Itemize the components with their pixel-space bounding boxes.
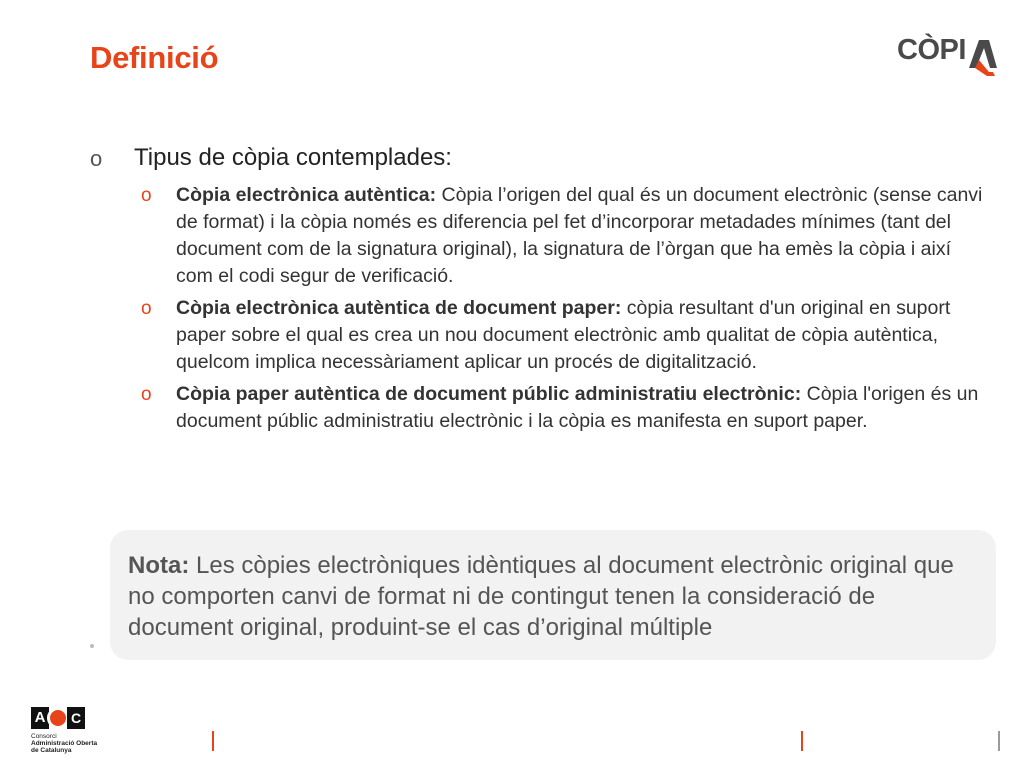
aoc-logo	[31, 707, 97, 754]
copy-types-list	[90, 182, 990, 435]
heading-text: Tipus de còpia contemplades:	[134, 144, 452, 171]
note-label: Nota:	[128, 552, 190, 579]
footer-tick-middle	[801, 731, 803, 751]
bullet: o	[90, 146, 103, 171]
item-text: Còpia l'origen és un document públic administratiu electrònic i la còpia es manifesta en suport paper.	[176, 383, 979, 432]
aoc-letter-c: C	[67, 707, 85, 729]
aoc-letter-a: A	[31, 707, 49, 729]
footer-tick-right	[998, 731, 1000, 751]
aoc-line-2: Administració Oberta	[31, 740, 98, 747]
list-item	[90, 182, 990, 290]
bullet: o	[141, 185, 152, 206]
slide-content	[90, 142, 990, 440]
aoc-logo-mark-icon	[31, 707, 83, 729]
item-term: Còpia electrònica autèntica:	[176, 184, 437, 206]
note-paragraph	[128, 550, 978, 643]
decorative-dot	[90, 644, 94, 648]
note-text: Les còpies electròniques idèntiques al document electrònic original que no comporten canvi de format ni de contingut tenen la consideració de document original, produint-se el cas d’original múltiple	[128, 552, 954, 641]
list-item	[90, 381, 990, 435]
aoc-line-1: Consorci	[31, 733, 57, 740]
aoc-circle-icon	[47, 707, 69, 729]
item-text: Còpia l’origen del qual és un document electrònic (sense canvi de format) i la còpia només es diferencia pel fet d’incorporar metadades mínimes (tant del document com de la signatura original), la signatura de l’òrgan que ha emès la còpia i així com el codi segur de verificació.	[176, 184, 983, 287]
logo-text: CÒPI	[897, 34, 966, 66]
aoc-caption	[31, 733, 97, 754]
note-box	[110, 530, 996, 660]
bullet: o	[141, 298, 152, 319]
item-term: Còpia paper autèntica de document públic administratiu electrònic:	[176, 383, 802, 405]
bullet: o	[141, 384, 152, 405]
list-item	[90, 295, 990, 376]
slide-title: Definició	[90, 40, 219, 75]
footer-tick-left	[212, 731, 214, 751]
item-text: còpia resultant d'un original en suport paper sobre el qual es crea un nou document electrònic amb qualitat de còpia autèntica, quelcom implica necessàriament aplicar un procés de digitalització.	[176, 297, 951, 373]
logo-a-mark-icon	[967, 38, 997, 76]
copia-logo	[897, 34, 997, 76]
heading-item	[90, 142, 990, 174]
aoc-line-3: de Catalunya	[31, 747, 72, 754]
item-term: Còpia electrònica autèntica de document paper:	[176, 297, 622, 319]
